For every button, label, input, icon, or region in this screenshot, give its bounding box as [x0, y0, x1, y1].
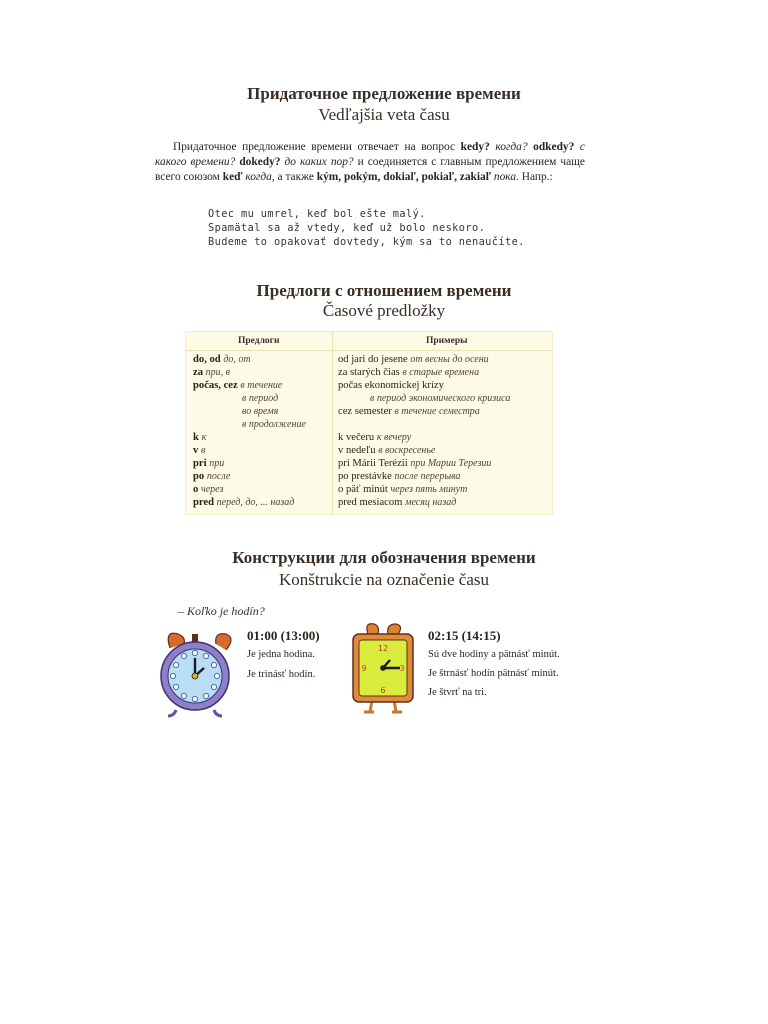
preposition-cell: [193, 445, 205, 456]
alarm-clock-icon: [156, 628, 236, 718]
clock2-line: Je štvrť na tri.: [428, 687, 487, 698]
table-row: [186, 471, 552, 484]
preposition-cell: [193, 471, 230, 482]
table-row: [186, 380, 552, 393]
example-phrase: počas ekonomickej krízy: [338, 380, 444, 391]
svg-text:9: 9: [361, 664, 367, 673]
example-phrase: o päť minút: [338, 484, 388, 495]
preposition-gloss: перед, до, ... назад: [216, 497, 295, 508]
preposition-gloss: через: [200, 484, 224, 495]
section1-title-ru: Придаточное предложение времени: [247, 84, 521, 103]
example-cell: [338, 367, 479, 378]
example-cell: [338, 471, 460, 482]
question-text: – Koľko je hodín?: [178, 604, 265, 618]
example-cell: [338, 497, 456, 508]
example-gloss: к вечеру: [376, 432, 412, 443]
preposition-cell: [193, 380, 282, 391]
keyword: odkedy?: [533, 141, 575, 153]
preposition-cell: [193, 497, 294, 508]
example-gloss: после перерыва: [394, 471, 461, 482]
example-gloss: в период экономического кризиса: [370, 393, 511, 404]
example-phrase: k večeru: [338, 432, 375, 443]
preposition: k: [193, 432, 199, 443]
preposition: po: [193, 471, 205, 482]
example-sentence: Otec mu umrel, keď bol ešte malý.: [208, 208, 426, 220]
section3-title-sk: Konštrukcie na označenie času: [278, 570, 490, 589]
clock1-time: 01:00 (13:00): [247, 628, 320, 643]
preposition-gloss: при: [209, 458, 225, 469]
section1-title-sk: Vedľajšia veta času: [318, 105, 450, 124]
table-header-divider: [186, 350, 552, 351]
paragraph-text: Придаточное предложение времени отвечает на вопрос: [173, 141, 461, 153]
example-phrase: pred mesiacom: [338, 497, 403, 508]
example-gloss: через пять минут: [390, 484, 468, 495]
preposition: počas, cez: [193, 380, 238, 391]
example-phrase: pri Márii Terézii: [338, 458, 408, 469]
preposition-gloss: при, в: [205, 367, 230, 378]
table-header-prepositions: Предлоги: [238, 336, 280, 346]
preposition-cell: [193, 484, 223, 495]
keyword: kým, pokým, dokiaľ, pokiaľ, zakiaľ: [316, 171, 492, 183]
preposition-gloss: до, от: [223, 354, 251, 365]
clock2-line: Je štrnásť hodín pätnásť minút.: [428, 668, 559, 679]
table-row: [186, 406, 552, 419]
svg-text:3: 3: [399, 664, 405, 673]
section2-title-ru: Предлоги с отношением времени: [256, 281, 512, 300]
clock2-line: Sú dve hodiny a pätnásť minút.: [428, 649, 560, 660]
preposition-cell: [193, 458, 224, 469]
table-header-examples: Примеры: [426, 336, 468, 346]
translation: когда?: [495, 141, 528, 153]
preposition-cell: [193, 432, 206, 443]
example-phrase: za starých čias: [338, 367, 400, 378]
preposition-gloss: во время: [242, 406, 279, 417]
example-gloss: при Марии Терезии: [410, 458, 492, 469]
preposition-gloss: в продолжение: [242, 419, 306, 430]
preposition: v: [193, 445, 199, 456]
example-cell: [338, 458, 491, 469]
section1-paragraph: [155, 140, 585, 185]
clock2-time: 02:15 (14:15): [428, 628, 501, 643]
square-clock-icon: [350, 620, 416, 716]
example-phrase: od jari do jesene: [338, 354, 408, 365]
example-cell: [338, 406, 480, 417]
preposition: o: [193, 484, 199, 495]
preposition: do, od: [193, 354, 221, 365]
svg-text:12: 12: [377, 644, 389, 653]
table-row: [186, 419, 552, 432]
example-gloss: от весны до осени: [410, 354, 489, 365]
example-gloss: в старые времена: [402, 367, 480, 378]
example-cell: [338, 445, 435, 456]
example-gloss: месяц назад: [405, 497, 457, 508]
preposition: pri: [193, 458, 207, 469]
section2-title-sk: Časové predložky: [322, 301, 446, 320]
keyword: keď: [222, 171, 243, 183]
table-row: [186, 458, 552, 471]
example-cell: [338, 432, 411, 443]
paragraph-text: и соединяется с главным предложением чаще всего союзом: [155, 156, 585, 183]
keyword: kedy?: [460, 141, 490, 153]
clock1-line: Je trinásť hodín.: [247, 669, 316, 680]
svg-text:6: 6: [380, 686, 386, 695]
preposition-gloss: в: [200, 445, 206, 456]
preposition-gloss: к: [201, 432, 207, 443]
paragraph-text: . Напр.:: [516, 171, 553, 183]
preposition-gloss: в течение: [240, 380, 283, 391]
paragraph-text: , а также: [271, 171, 317, 183]
preposition: za: [193, 367, 203, 378]
example-gloss: в течение семестра: [394, 406, 480, 417]
translation: с какого времени?: [155, 141, 585, 168]
preposition-cell: [193, 367, 230, 378]
table-row: [186, 484, 552, 497]
translation: пока: [493, 171, 517, 183]
section3-title-ru: Конструкции для обозначения времени: [232, 548, 536, 567]
clock1-line: Je jedna hodina.: [247, 649, 315, 660]
table-row: [186, 445, 552, 458]
example-cell: [338, 380, 444, 391]
table-row: [186, 497, 552, 510]
preposition-gloss: после: [206, 471, 231, 482]
example-sentence: Budeme to opakovať dovtedy, kým sa to nenaučíte.: [208, 236, 525, 248]
preposition: pred: [193, 497, 214, 508]
table-row: [186, 393, 552, 406]
example-sentence: Spamätal sa až vtedy, keď už bolo neskoro.: [208, 222, 486, 234]
example-phrase: v nedeľu: [338, 445, 376, 456]
preposition-cell: [193, 354, 251, 365]
prepositions-table: [185, 331, 553, 515]
example-phrase: cez semester: [338, 406, 392, 417]
example-gloss: в воскресенье: [378, 445, 436, 456]
translation: до каких пор?: [284, 156, 354, 168]
preposition-gloss: в период: [242, 393, 279, 404]
table-row: [186, 354, 552, 367]
example-cell: [338, 484, 467, 495]
example-cell: [338, 354, 489, 365]
translation: когда: [245, 171, 272, 183]
example-phrase: po prestávke: [338, 471, 392, 482]
keyword: dokedy?: [239, 156, 281, 168]
table-row: [186, 432, 552, 445]
table-row: [186, 367, 552, 380]
